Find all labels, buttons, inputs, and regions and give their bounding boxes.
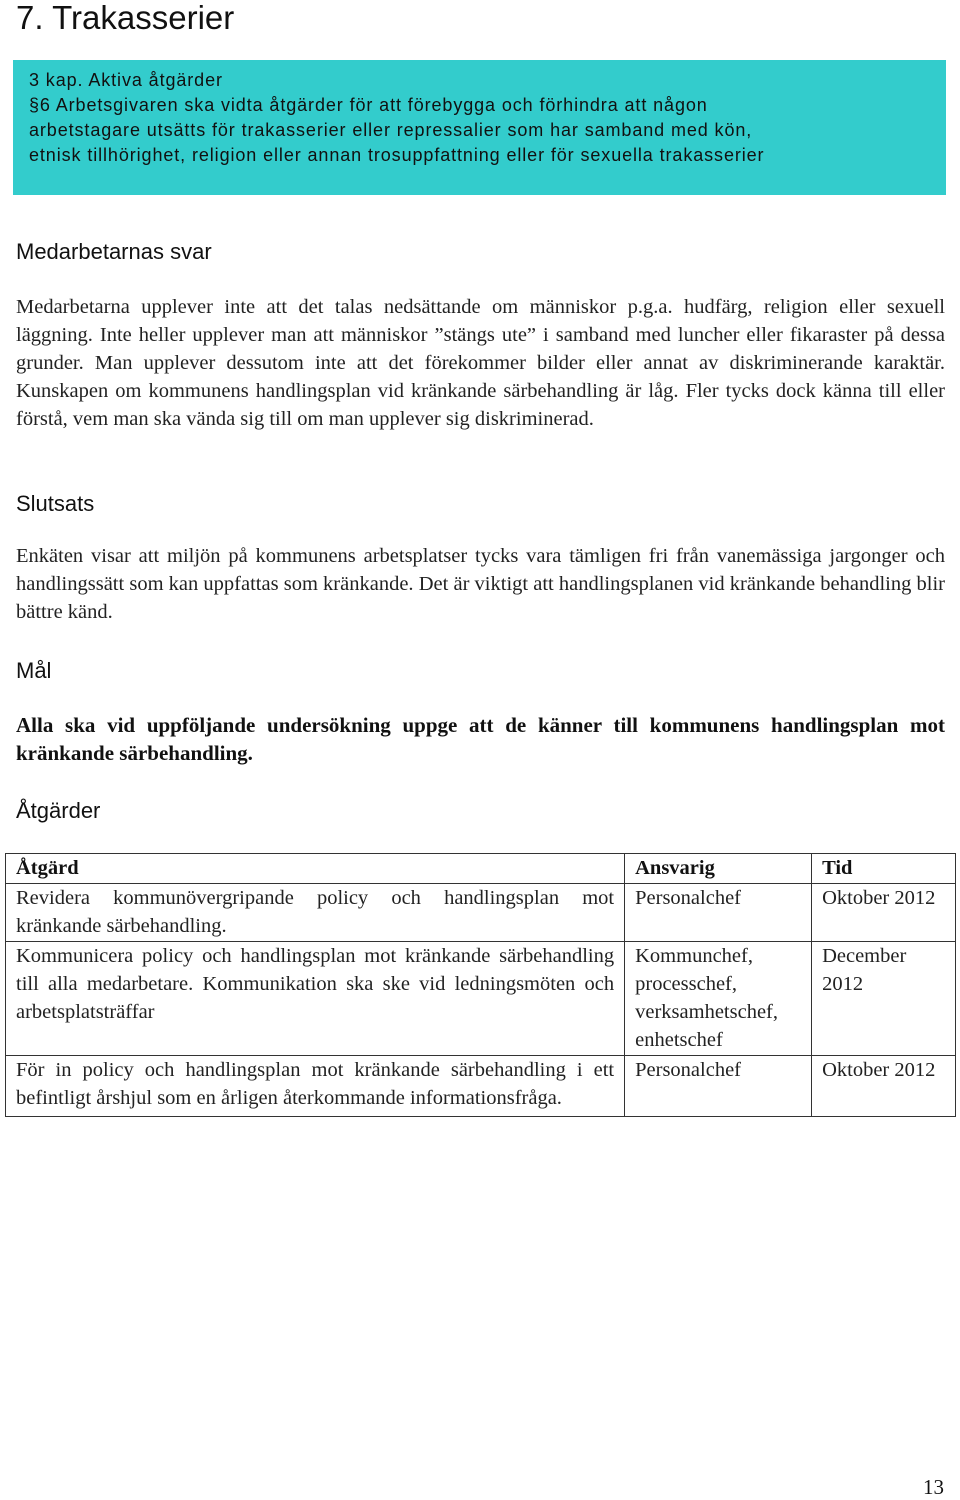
law-excerpt-line: arbetstagare utsätts för trakasserier eller repressalier som har samband med kön, — [29, 120, 753, 140]
responsible-cell: Personalchef — [625, 1056, 812, 1117]
section-text-slutsats: Enkäten visar att miljön på kommunens arbetsplatser tycks vara tämligen fri från vanemässiga jargonger och handlingssätt som kan uppfattas som kränkande. Det är viktigt att handlingsplanen vid kränkande behandling blir bättre känd. — [16, 545, 945, 623]
time-cell: Oktober 2012 — [812, 1056, 956, 1117]
table-row — [6, 942, 956, 1056]
action-cell: För in policy och handlingsplan mot kränkande särbehandling i ett befintligt årshjul som en årligen återkommande informationsfråga. — [6, 1056, 625, 1117]
section-heading-mal: Mål — [16, 658, 52, 683]
column-header-responsible: Ansvarig — [625, 854, 812, 884]
table-header-row — [6, 854, 956, 884]
actions-table — [5, 853, 956, 1117]
responsible-cell: Personalchef — [625, 884, 812, 942]
law-excerpt-line: 3 kap. Aktiva åtgärder — [29, 70, 223, 90]
section-heading-medarbetarnas-svar: Medarbetarnas svar — [16, 239, 212, 264]
time-cell: Oktober 2012 — [812, 884, 956, 942]
law-excerpt-box — [13, 60, 946, 195]
responsible-cell: Kommunchef, processchef, verksamhetschef, enhetschef — [625, 942, 812, 1056]
law-excerpt-line: §6 Arbetsgivaren ska vidta åtgärder för att förebygga och förhindra att någon — [29, 95, 708, 115]
law-excerpt-line: etnisk tillhörighet, religion eller annan trosuppfattning eller för sexuella trakasserier — [29, 145, 765, 165]
action-cell: Revidera kommunövergripande policy och handlingsplan mot kränkande särbehandling. — [6, 884, 625, 942]
table-row — [6, 884, 956, 942]
section-text-medarbetarnas-svar: Medarbetarna upplever inte att det talas nedsättande om människor p.g.a. hudfärg, religion eller sexuell läggning. Inte heller upplever man att människor ”stängs ute” i samband med luncher eller fikaraster på dessa grunder. Man upplever dessutom inte att det förekommer bilder eller annat av diskriminerande karaktär. Kunskapen om kommunens handlingsplan vid kränkande särbehandling är låg. Fler tycks dock känna till eller förstå, vem man ska vända sig till om man upplever sig diskriminerad. — [16, 296, 945, 430]
column-header-time: Tid — [812, 854, 956, 884]
time-cell: December 2012 — [812, 942, 956, 1056]
chapter-title: 7. Trakasserier — [16, 0, 235, 36]
section-heading-atgarder: Åtgärder — [16, 798, 101, 823]
goal-statement: Alla ska vid uppföljande undersökning uppge att de känner till kommunens handlingsplan mot kränkande särbehandling. — [16, 713, 945, 765]
page-number: 13 — [923, 1475, 944, 1499]
column-header-action: Åtgärd — [6, 854, 625, 884]
table-row — [6, 1056, 956, 1117]
section-heading-slutsats: Slutsats — [16, 491, 95, 516]
action-cell: Kommunicera policy och handlingsplan mot kränkande särbehandling till alla medarbetare. Kommunikation ska ske vid ledningsmöten och arbetsplatsträffar — [6, 942, 625, 1056]
